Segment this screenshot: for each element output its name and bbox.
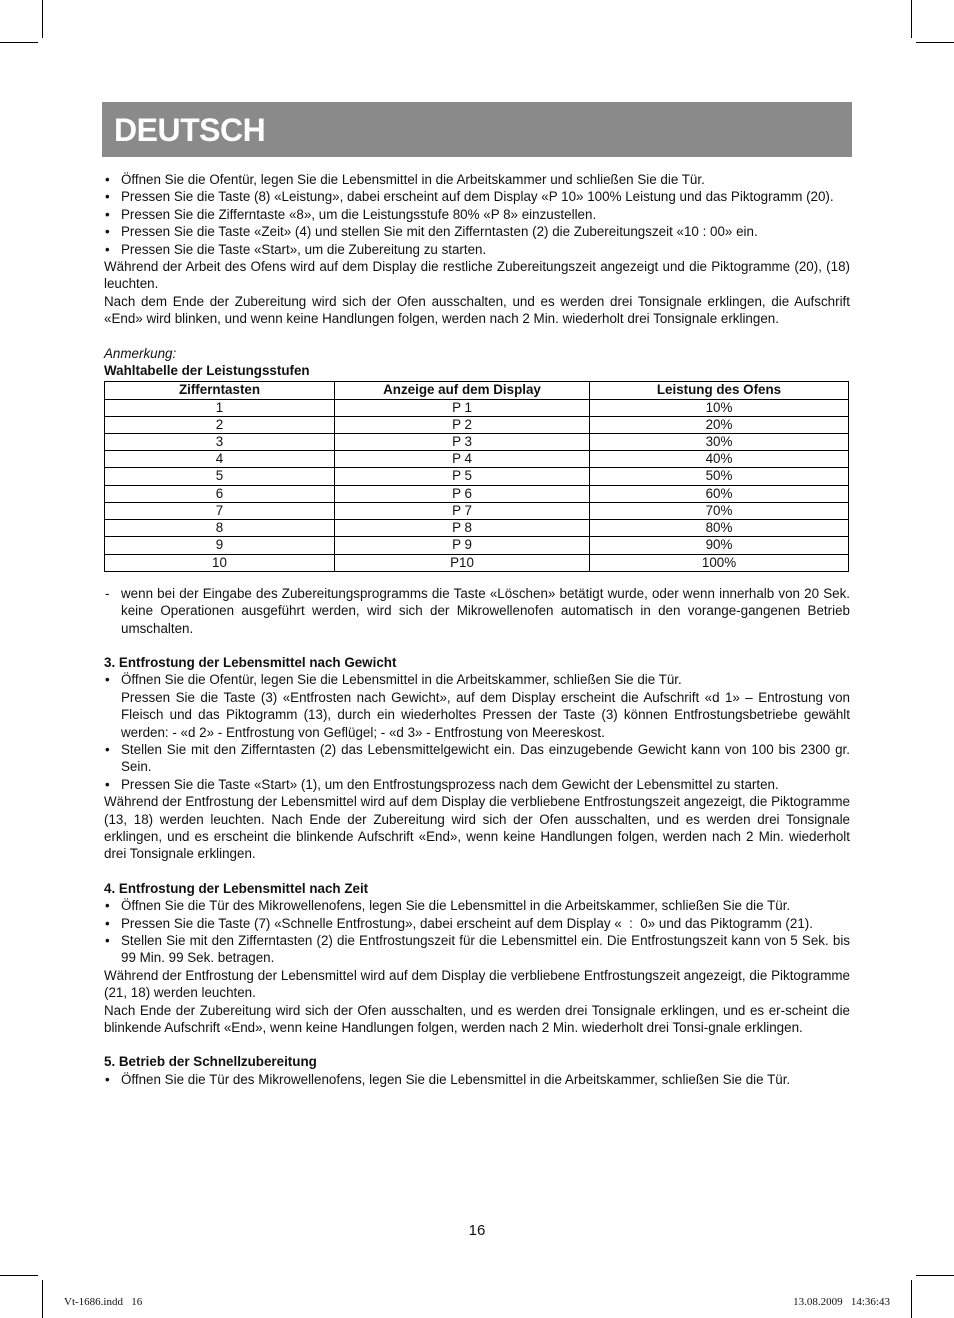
column-header: Anzeige auf dem Display [335,382,590,399]
table-row: 9 P 9 90% [105,537,849,554]
page-number: 16 [468,1222,486,1239]
table-row: 1 P 1 10% [105,399,849,416]
list-item: • Pressen Sie die Taste (8) «Leistung», dabei erscheint auf dem Display «P 10» 100% Leistung und das Piktogramm (20). [105,189,834,205]
table-row: 4 P 4 40% [105,451,849,468]
column-header: Zifferntasten [105,382,335,399]
page-title: DEUTSCH [114,112,266,148]
list-item: • Öffnen Sie die Tür des Mikrowellenofens, legen Sie die Lebensmittel in die Arbeitskammer, schließen Sie die Tür. [105,1071,791,1087]
paragraph: Während der Entfrostung der Lebensmittel wird auf dem Display die verbliebene Entfrostungszeit angezeigt, die Piktogramme (21, 18) werden leuchten. [104,967,850,1001]
paragraph: Nach Ende der Zubereitung wird sich der Ofen ausschalten, und es werden drei Tonsignale erklingen, und es er-scheint die blinkende Aufschrift «End», wenn keine Handlungen folgen, werden nach 2 Min. wiederholt drei Tonsi-gnale erklingen. [104,1002,850,1036]
list-item: • Pressen Sie die Taste «Start», um die Zubereitung zu starten. [105,241,487,257]
language-header-bar [102,102,852,157]
dash-note: - wenn bei der Eingabe des Zubereitungsprogramms die Taste «Löschen» betätigt wurde, oder wenn innerhalb von 20 Sek. keine Operationen ausgeführt werden, wird sich der Mikrowellenofen automatisch in den vorange-gangenen Betrieb umschalten. [105,585,850,636]
crop-mark [911,1280,912,1318]
note-label: Anmerkung: [104,345,177,361]
table-row: 7 P 7 70% [105,502,849,519]
footer-file-info: Vt-1686.indd 16 [64,1296,143,1308]
crop-mark [916,42,954,43]
page-content [104,171,850,1088]
table-header-row [105,382,849,399]
power-level-table [104,381,849,571]
crop-mark [0,42,38,43]
crop-mark [42,0,43,38]
crop-mark [916,1275,954,1276]
list-item-continuation: Pressen Sie die Taste (3) «Entfrosten nach Gewicht», auf dem Display erscheint die Aufschrift «d 1» – Entrostung von Fleisch und das Piktogramm (13), durch ein wiederholtes Pressen der Taste (3) können Entfrostungsbetriebe gewählt werden: - «d 2» - Entfrostung von Geflügel; - «d 3» - Entfrostung von Meereskost. [121,689,850,740]
footer-timestamp: 13.08.2009 14:36:43 [793,1296,890,1308]
section-heading: 3. Entfrostung der Lebensmittel nach Gewicht [104,654,397,670]
list-item: • Pressen Sie die Zifferntaste «8», um die Leistungsstufe 80% «P 8» einzustellen. [105,206,597,222]
section-heading: 5. Betrieb der Schnellzubereitung [104,1054,317,1070]
paragraph: Während der Entfrostung der Lebensmittel wird auf dem Display die verbliebene Entfrostungszeit angezeigt, die Piktogramme (13, 18) werden leuchten. Nach Ende der Zubereitung wird sich der Ofen ausschalten, und es werden drei Tonsignale erklingen, und es erscheint die blinkende Aufschrift «End», wenn keine Handlungen folgen, werden nach 2 Min. wiederholt drei Tonsignale erklingen. [104,794,850,862]
table-row: 5 P 5 50% [105,468,849,485]
table-row: 8 P 8 80% [105,520,849,537]
table-row: 10 P10 100% [105,554,849,571]
table-row: 3 P 3 30% [105,434,849,451]
list-item: • Stellen Sie mit den Zifferntasten (2) die Entfrostungszeit für die Lebensmittel ein. Die Entfrostungszeit kann von 5 Sek. bis 99 Min. 99 Sek. betragen. [105,933,850,966]
list-item: • Stellen Sie mit den Zifferntasten (2) das Lebensmittelgewicht ein. Das einzugebende Gewicht kann von 100 bis 2300 gr. Sein. [105,741,850,775]
list-item: • Pressen Sie die Taste (7) «Schnelle Entfrostung», dabei erscheint auf dem Display « : 0» und das Piktogramm (21). [105,915,813,931]
list-item: • Pressen Sie die Taste «Start» (1), um den Entfrostungsprozess nach dem Gewicht der Lebensmittel zu starten. [105,776,779,792]
crop-mark [42,1280,43,1318]
paragraph: Während der Arbeit des Ofens wird auf dem Display die restliche Zubereitungszeit angezeigt und die Piktogramme (20), (18) leuchten. [104,259,850,292]
column-header: Leistung des Ofens [590,382,849,399]
table-row: 2 P 2 20% [105,416,849,433]
list-item: • Pressen Sie die Taste «Zeit» (4) und stellen Sie mit den Zifferntasten (2) die Zubereitungszeit «10 : 00» ein. [105,224,758,240]
crop-mark [0,1275,38,1276]
table-title: Wahltabelle der Leistungsstufen [104,363,310,379]
table-row: 6 P 6 60% [105,485,849,502]
crop-mark [911,0,912,38]
list-item: • Öffnen Sie die Ofentür, legen Sie die Lebensmittel in die Arbeitskammer, schließen Sie die Tür. [105,672,682,688]
list-item: • Öffnen Sie die Tür des Mikrowellenofens, legen Sie die Lebensmittel in die Arbeitskammer, schließen Sie die Tür. [105,898,791,914]
paragraph: Nach dem Ende der Zubereitung wird sich der Ofen ausschalten, und es werden drei Tonsignale erklingen, die Aufschrift «End» wird blinken, und wenn keine Handlungen folgen, werden nach 2 Min. wiederholt drei Tonsignale erklingen. [104,293,850,327]
section-heading: 4. Entfrostung der Lebensmittel nach Zeit [104,880,369,896]
list-item: • Öffnen Sie die Ofentür, legen Sie die Lebensmittel in die Arbeitskammer und schließen Sie die Tür. [105,172,705,187]
